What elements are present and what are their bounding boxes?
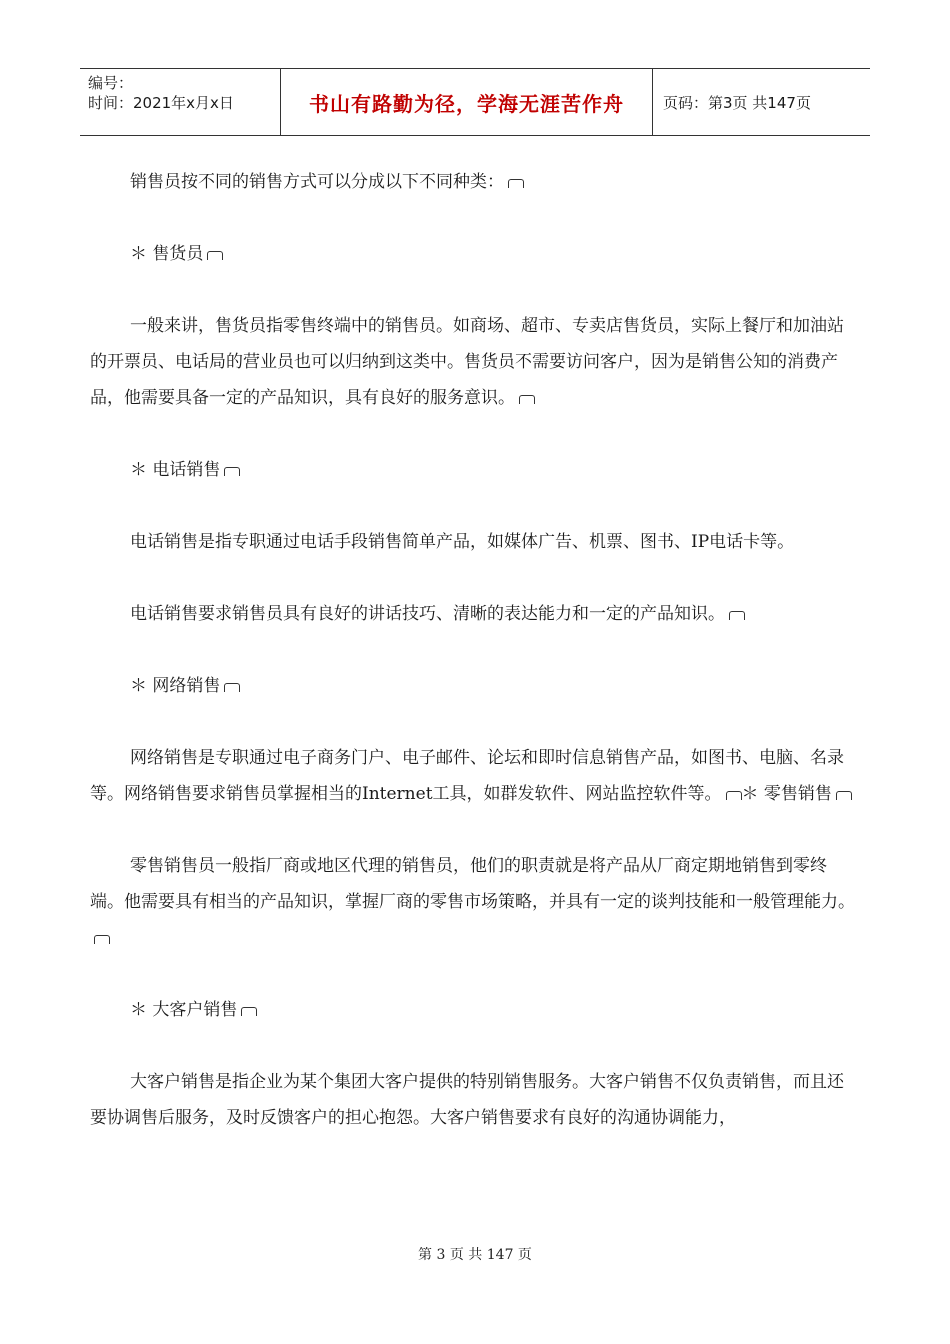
paragraph: 销售员按不同的销售方式可以分成以下不同种类： (90, 164, 860, 200)
header-page-info: 页码：第3页 共147页 (663, 93, 811, 112)
paragraph: 电话销售要求销售员具有良好的讲话技巧、清晰的表达能力和一定的产品知识。 (90, 596, 860, 632)
section-heading: ＊ 电话销售 (90, 452, 860, 488)
section-heading: ＊ 大客户销售 (90, 992, 860, 1028)
paragraph: 大客户销售是指企业为某个集团大客户提供的特别销售服务。大客户销售不仅负责销售，而且还要协调售后服务，及时反馈客户的担心抱怨。大客户销售要求有良好的沟通协调能力， (90, 1072, 844, 1128)
page-footer: 第 3 页 共 147 页 (418, 1247, 532, 1263)
paragraph-mark-icon (519, 395, 535, 404)
paragraph-mark-icon (224, 467, 240, 476)
paragraph-mark-icon (508, 179, 524, 188)
paragraph: 一般来讲，售货员指零售终端中的销售员。如商场、超市、专卖店售货员，实际上餐厅和加油站的开票员、电话局的营业员也可以归纳到这类中。售货员不需要访问客户，因为是销售公知的消费产品，他需要具备一定的产品知识，具有良好的服务意识。 (90, 316, 844, 408)
document-date: 时间：2021年x月x日 (88, 94, 234, 112)
paragraph-mark-icon (94, 935, 110, 944)
section-heading: ＊ 网络销售 (90, 668, 860, 704)
paragraph-mark-icon (836, 791, 852, 800)
page-header (80, 68, 870, 136)
paragraph: 零售销售员一般指厂商或地区代理的销售员，他们的职责就是将产品从厂商定期地销售到零终端。他需要具有相当的产品知识，掌握厂商的零售市场策略，并具有一定的谈判技能和一般管理能力。 (90, 848, 860, 956)
document-body (90, 164, 860, 1136)
paragraph-mark-icon (726, 791, 742, 800)
paragraph-mark-icon (729, 611, 745, 620)
paragraph-mark-icon (224, 683, 240, 692)
paragraph-mark-icon (241, 1007, 257, 1016)
document-number: 编号： (88, 74, 134, 92)
section-heading: ＊ 售货员 (90, 236, 860, 272)
header-motto: 书山有路勤为径，学海无涯苦作舟 (281, 69, 653, 135)
paragraph: 电话销售是指专职通过电话手段销售简单产品，如媒体广告、机票、图书、IP电话卡等。 (130, 532, 795, 552)
paragraph-mark-icon (207, 251, 223, 260)
header-meta (80, 69, 281, 135)
paragraph: 网络销售是专职通过电子商务门户、电子邮件、论坛和即时信息销售产品，如图书、电脑、名录等。网络销售要求销售员掌握相当的Internet工具，如群发软件、网站监控软件等。 ＊ 零售销售 (90, 740, 860, 812)
